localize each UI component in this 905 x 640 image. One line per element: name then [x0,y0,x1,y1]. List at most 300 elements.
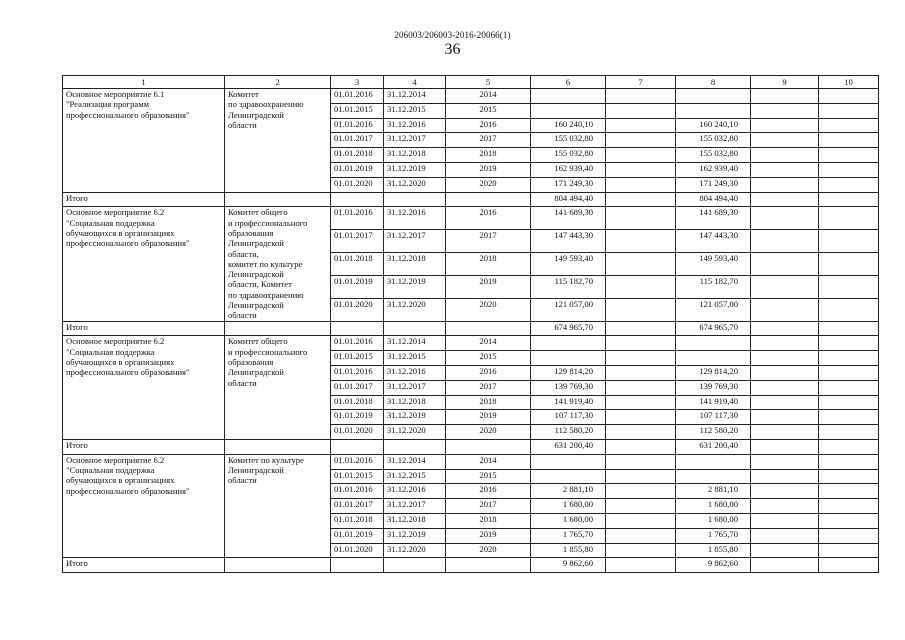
year-cell: 2018 [446,395,531,410]
cell-line: области [228,377,257,388]
amount-col9-cell [751,177,819,192]
start-date-cell: 01.01.2016 [331,484,384,499]
amount-col7-cell [606,440,676,455]
start-date-cell: 01.01.2017 [331,380,384,395]
year-cell: 2015 [446,469,531,484]
cell-line: комитет по культуре [228,258,303,269]
amount-col9-cell [751,514,819,529]
amount-col7-cell [606,148,676,163]
amount-col9-cell [751,469,819,484]
cell-line: Ленинградской [228,300,284,311]
amount-total-cell [531,454,606,469]
amount-col9-cell [751,528,819,543]
end-date-cell: 31.12.2019 [384,275,446,298]
amount-col10-cell [819,514,879,529]
amount-col7-cell [606,543,676,558]
amount-col9-cell [751,298,819,321]
amount-col9-cell [751,133,819,148]
end-date-cell: 31.12.2017 [384,230,446,253]
year-cell: 2019 [446,275,531,298]
end-date-cell [384,440,446,455]
end-date-cell: 31.12.2016 [384,207,446,230]
amount-total-cell: 1 765,70 [531,528,606,543]
start-date-cell: 01.01.2020 [331,298,384,321]
amount-col9-cell [751,558,819,573]
cell-line: Ленинградской [228,367,284,378]
measure-name [63,207,225,321]
end-date-cell: 31.12.2015 [384,103,446,118]
year-cell: 2017 [446,380,531,395]
amount-total-cell [531,351,606,366]
cell-line: образования [228,227,274,238]
amount-col10-cell [819,89,879,104]
table-row [63,207,879,230]
amount-col10-cell [819,118,879,133]
end-date-cell: 31.12.2014 [384,89,446,104]
cell-line: по здравоохранению [228,99,304,110]
amount-total-cell [531,469,606,484]
cell-line: Комитет по культуре [228,454,304,465]
amount-col9-cell [751,425,819,440]
amount-col9-cell [751,410,819,425]
amount-col10-cell [819,336,879,351]
cell-line: профессионального образования" [66,238,190,249]
col-number: 2 [225,76,331,89]
amount-total-cell [531,89,606,104]
total-row [63,321,879,336]
start-date-cell [331,558,384,573]
end-date-cell: 31.12.2016 [384,484,446,499]
amount-total-cell: 1 680,00 [531,499,606,514]
year-cell: 2016 [446,484,531,499]
cell-line: Комитет [228,89,259,99]
amount-col8-cell [676,351,751,366]
amount-col10-cell [819,469,879,484]
amount-col10-cell [819,440,879,455]
col-number: 1 [63,76,225,89]
amount-total-cell: 112 580,20 [531,425,606,440]
total-amount: 674 965,70 [531,321,606,336]
cell-line: обучающихся в организациях [66,475,175,486]
amount-col7-cell [606,192,676,207]
cell-line: Основное мероприятие 6.2 [66,454,165,465]
total-row [63,192,879,207]
year-cell [446,192,531,207]
year-cell [446,558,531,573]
cell-line: и профессионального [228,217,308,228]
amount-total-cell: 147 443,30 [531,230,606,253]
total-label: Итого [63,321,225,336]
amount-col9-cell [751,380,819,395]
end-date-cell: 31.12.2017 [384,499,446,514]
year-cell: 2017 [446,230,531,253]
amount-col8-cell: 139 769,30 [676,380,751,395]
amount-col7-cell [606,499,676,514]
amount-col10-cell [819,499,879,514]
amount-total-cell [531,103,606,118]
measure-name [63,89,225,193]
amount-col7-cell [606,89,676,104]
amount-col9-cell [751,89,819,104]
amount-col9-cell [751,230,819,253]
amount-col10-cell [819,148,879,163]
start-date-cell: 01.01.2017 [331,133,384,148]
amount-total-cell: 149 593,40 [531,253,606,276]
start-date-cell: 01.01.2015 [331,103,384,118]
col-number: 8 [676,76,751,89]
end-date-cell: 31.12.2020 [384,298,446,321]
year-cell: 2020 [446,177,531,192]
amount-col8-cell: 121 057,00 [676,298,751,321]
start-date-cell: 01.01.2015 [331,351,384,366]
measure-name [63,336,225,440]
amount-total-cell: 2 881,10 [531,484,606,499]
page-number: 36 [444,41,461,58]
amount-col10-cell [819,380,879,395]
executor-cell [225,440,331,455]
amount-col8-cell: 115 182,70 [676,275,751,298]
col-number: 9 [751,76,819,89]
start-date-cell: 01.01.2016 [331,89,384,104]
end-date-cell: 31.12.2018 [384,148,446,163]
amount-col7-cell [606,230,676,253]
start-date-cell: 01.01.2018 [331,514,384,529]
amount-col8-cell: 155 032,80 [676,148,751,163]
amount-col9-cell [751,118,819,133]
table-row [63,454,879,469]
year-cell: 2014 [446,89,531,104]
executor-name [225,89,331,193]
table-row [63,89,879,104]
amount-col8-cell: 1 765,70 [676,528,751,543]
amount-total-cell: 155 032,80 [531,133,606,148]
start-date-cell: 01.01.2020 [331,425,384,440]
amount-col7-cell [606,395,676,410]
total-amount-col8: 631 200,40 [676,440,751,455]
amount-total-cell: 162 939,40 [531,162,606,177]
amount-col8-cell [676,454,751,469]
executor-cell [225,321,331,336]
total-label: Итого [63,440,225,455]
total-amount-col8: 9 862,60 [676,558,751,573]
amount-col7-cell [606,298,676,321]
amount-col10-cell [819,454,879,469]
amount-col7-cell [606,366,676,381]
amount-total-cell: 141 689,30 [531,207,606,230]
end-date-cell: 31.12.2017 [384,380,446,395]
amount-col8-cell: 112 580,20 [676,425,751,440]
amount-col7-cell [606,118,676,133]
cell-line: области [228,119,257,130]
amount-col10-cell [819,162,879,177]
amount-col10-cell [819,484,879,499]
cell-line: и профессионального [228,346,308,357]
amount-col10-cell [819,425,879,440]
start-date-cell: 01.01.2016 [331,366,384,381]
end-date-cell: 31.12.2014 [384,336,446,351]
cell-line: Основное мероприятие 6.2 [66,336,165,347]
executor-name [225,336,331,440]
amount-col8-cell [676,103,751,118]
amount-col10-cell [819,366,879,381]
start-date-cell [331,440,384,455]
end-date-cell: 31.12.2020 [384,425,446,440]
end-date-cell [384,192,446,207]
end-date-cell: 31.12.2018 [384,395,446,410]
amount-col7-cell [606,351,676,366]
amount-col8-cell: 1 855,80 [676,543,751,558]
amount-col9-cell [751,253,819,276]
amount-col9-cell [751,440,819,455]
amount-col7-cell [606,103,676,118]
cell-line: Ленинградской [228,465,284,476]
amount-col7-cell [606,275,676,298]
executor-cell [225,192,331,207]
year-cell: 2020 [446,425,531,440]
start-date-cell: 01.01.2019 [331,162,384,177]
total-label: Итого [63,192,225,207]
total-amount: 804 494,40 [531,192,606,207]
total-amount: 9 862,60 [531,558,606,573]
executor-cell [225,558,331,573]
amount-total-cell: 1 680,00 [531,514,606,529]
total-row [63,440,879,455]
end-date-cell: 31.12.2020 [384,543,446,558]
year-cell: 2015 [446,351,531,366]
start-date-cell: 01.01.2019 [331,528,384,543]
amount-col8-cell: 2 881,10 [676,484,751,499]
amount-col9-cell [751,103,819,118]
amount-col8-cell: 162 939,40 [676,162,751,177]
year-cell: 2018 [446,148,531,163]
start-date-cell: 01.01.2015 [331,469,384,484]
amount-col9-cell [751,162,819,177]
amount-col10-cell [819,133,879,148]
amount-col10-cell [819,410,879,425]
amount-col9-cell [751,351,819,366]
amount-col7-cell [606,454,676,469]
amount-col9-cell [751,192,819,207]
cell-line: образования [228,357,274,368]
cell-line: "Социальная поддержка [66,346,155,357]
year-cell: 2019 [446,410,531,425]
start-date-cell [331,321,384,336]
end-date-cell: 31.12.2019 [384,528,446,543]
amount-col8-cell: 1 680,00 [676,499,751,514]
amount-col10-cell [819,558,879,573]
amount-col8-cell [676,336,751,351]
amount-total-cell: 141 919,40 [531,395,606,410]
amount-col8-cell: 107 117,30 [676,410,751,425]
total-row [63,558,879,573]
amount-total-cell: 107 117,30 [531,410,606,425]
amount-col9-cell [751,543,819,558]
start-date-cell: 01.01.2016 [331,336,384,351]
amount-col8-cell: 171 249,30 [676,177,751,192]
measure-name [63,454,225,558]
amount-col8-cell: 1 680,00 [676,514,751,529]
year-cell: 2014 [446,454,531,469]
amount-col10-cell [819,543,879,558]
amount-col7-cell [606,321,676,336]
cell-line: области [228,475,257,486]
cell-line: Ленинградской [228,269,284,280]
year-cell: 2015 [446,103,531,118]
amount-col9-cell [751,336,819,351]
amount-col10-cell [819,321,879,336]
executor-name [225,454,331,558]
amount-col7-cell [606,336,676,351]
start-date-cell: 01.01.2020 [331,543,384,558]
amount-col7-cell [606,162,676,177]
cell-line: обучающихся в организациях [66,357,175,368]
amount-col7-cell [606,484,676,499]
end-date-cell [384,558,446,573]
end-date-cell: 31.12.2018 [384,253,446,276]
amount-col7-cell [606,133,676,148]
cell-line: Ленинградской [228,109,284,120]
year-cell [446,440,531,455]
amount-col10-cell [819,528,879,543]
cell-line: "Реализация программ [66,99,150,110]
end-date-cell: 31.12.2015 [384,469,446,484]
cell-line: Основное мероприятие 6.2 [66,207,165,218]
total-amount-col8: 674 965,70 [676,321,751,336]
amount-total-cell [531,336,606,351]
table-row [63,336,879,351]
col-number: 3 [331,76,384,89]
amount-col10-cell [819,177,879,192]
amount-total-cell: 129 814,20 [531,366,606,381]
amount-col9-cell [751,484,819,499]
amount-col10-cell [819,351,879,366]
cell-line: Ленинградской [228,238,284,249]
end-date-cell: 31.12.2020 [384,177,446,192]
start-date-cell: 01.01.2016 [331,454,384,469]
end-date-cell: 31.12.2016 [384,366,446,381]
end-date-cell: 31.12.2016 [384,118,446,133]
year-cell: 2016 [446,366,531,381]
amount-col7-cell [606,425,676,440]
start-date-cell: 01.01.2019 [331,275,384,298]
end-date-cell: 31.12.2019 [384,162,446,177]
end-date-cell [384,321,446,336]
amount-col9-cell [751,395,819,410]
amount-col7-cell [606,528,676,543]
start-date-cell: 01.01.2018 [331,148,384,163]
end-date-cell: 31.12.2015 [384,351,446,366]
amount-total-cell: 1 855,80 [531,543,606,558]
amount-col10-cell [819,103,879,118]
amount-col8-cell: 147 443,30 [676,230,751,253]
cell-line: "Социальная поддержка [66,217,155,228]
amount-col9-cell [751,148,819,163]
amount-col7-cell [606,177,676,192]
start-date-cell: 01.01.2017 [331,499,384,514]
start-date-cell: 01.01.2020 [331,177,384,192]
year-cell: 2020 [446,543,531,558]
year-cell: 2019 [446,528,531,543]
cell-line: профессионального образования" [66,367,190,378]
cell-line: "Социальная поддержка [66,465,155,476]
cell-line: Комитет общего [228,336,288,347]
col-number: 7 [606,76,676,89]
total-amount: 631 200,40 [531,440,606,455]
cell-line: профессионального образования" [66,109,190,120]
amount-total-cell: 160 240,10 [531,118,606,133]
year-cell: 2018 [446,253,531,276]
amount-total-cell: 139 769,30 [531,380,606,395]
year-cell [446,321,531,336]
document-id: 206003/206003-2016-20066(1) [394,30,511,40]
amount-col8-cell [676,89,751,104]
year-cell: 2020 [446,298,531,321]
start-date-cell: 01.01.2016 [331,118,384,133]
amount-col7-cell [606,410,676,425]
amount-col10-cell [819,275,879,298]
col-number: 5 [446,76,531,89]
amount-col7-cell [606,469,676,484]
col-number: 6 [531,76,606,89]
amount-col9-cell [751,321,819,336]
amount-col10-cell [819,192,879,207]
amount-col8-cell: 155 032,80 [676,133,751,148]
amount-col8-cell: 141 919,40 [676,395,751,410]
amount-col7-cell [606,514,676,529]
cell-line: обучающихся в организациях [66,227,175,238]
amount-col7-cell [606,380,676,395]
year-cell: 2017 [446,133,531,148]
col-number: 4 [384,76,446,89]
start-date-cell: 01.01.2018 [331,395,384,410]
start-date-cell [331,192,384,207]
year-cell: 2018 [446,514,531,529]
cell-line: области, Комитет [228,279,292,290]
start-date-cell: 01.01.2018 [331,253,384,276]
executor-name [225,207,331,321]
amount-col10-cell [819,253,879,276]
amount-total-cell: 115 182,70 [531,275,606,298]
amount-col8-cell: 129 814,20 [676,366,751,381]
cell-line: Комитет общего [228,207,288,218]
amount-col9-cell [751,454,819,469]
end-date-cell: 31.12.2019 [384,410,446,425]
start-date-cell: 01.01.2019 [331,410,384,425]
amount-total-cell: 121 057,00 [531,298,606,321]
amount-total-cell: 171 249,30 [531,177,606,192]
amount-col7-cell [606,253,676,276]
amount-col9-cell [751,499,819,514]
amount-col8-cell: 160 240,10 [676,118,751,133]
end-date-cell: 31.12.2017 [384,133,446,148]
amount-col8-cell [676,469,751,484]
amount-col10-cell [819,298,879,321]
year-cell: 2016 [446,118,531,133]
column-number-row [63,76,879,89]
cell-line: области [228,310,257,321]
amount-col10-cell [819,230,879,253]
amount-col7-cell [606,558,676,573]
year-cell: 2014 [446,336,531,351]
budget-table [62,75,879,573]
total-amount-col8: 804 494,40 [676,192,751,207]
end-date-cell: 31.12.2018 [384,514,446,529]
table-body [63,76,879,573]
amount-col9-cell [751,366,819,381]
start-date-cell: 01.01.2017 [331,230,384,253]
amount-col8-cell: 149 593,40 [676,253,751,276]
cell-line: Основное мероприятие 6.1 [66,89,165,99]
